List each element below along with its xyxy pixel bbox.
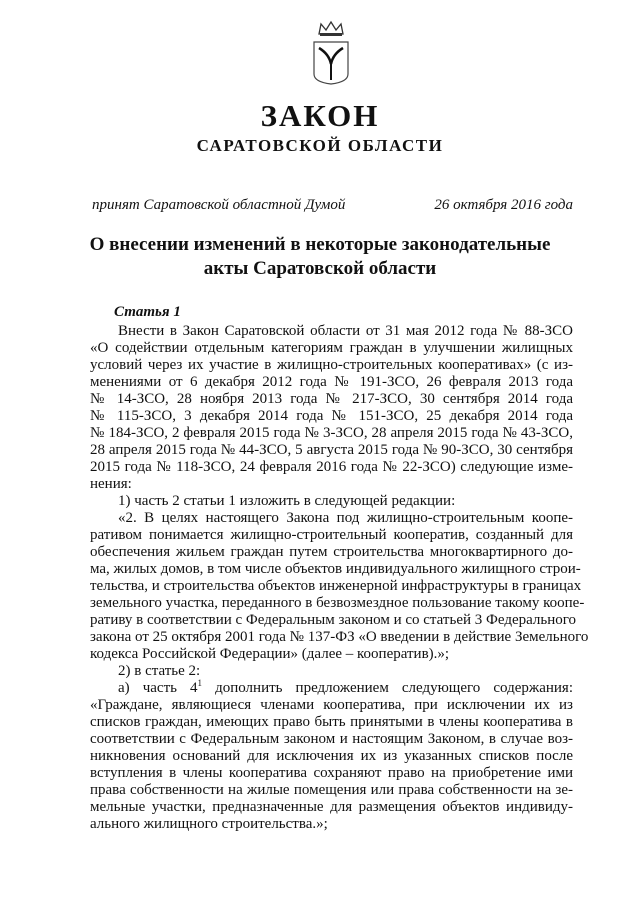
text-line: нения: [90, 476, 132, 492]
text-line: права собственности на жилые помещения или права собственности на зе- [90, 782, 573, 798]
text-line: кодекса Российской Федерации» (далее – кооператив).»; [90, 646, 450, 662]
article-label: Статья 1 [114, 304, 181, 320]
text-line: менениями от 6 декабря 2012 года № 191-ЗСО, 26 февраля 2013 года [90, 374, 573, 390]
text-line: ративом понимается жилищно-строительный кооператив, созданный для [90, 527, 573, 543]
adoption-date: 26 октября 2016 года [434, 197, 573, 213]
superscript: 1 [197, 678, 203, 688]
text-line: мельные участки, предназначенные для размещения объектов индивиду- [90, 799, 573, 815]
law-region: САРАТОВСКОЙ ОБЛАСТИ [196, 136, 444, 155]
text-line: условий через их участие в жилищно-строительных кооперативах» (с из- [90, 357, 573, 373]
text-line: ального жилищного строительства.»; [90, 816, 328, 832]
adopted-by: принят Саратовской областной Думой [92, 197, 346, 213]
text-line: 2015 года № 118-ЗСО, 24 февраля 2016 года № 22-ЗСО) следующие изме- [90, 459, 573, 475]
text-line: Внести в Закон Саратовской области от 31 мая 2012 года № 88-ЗСО [118, 323, 573, 339]
article-body [90, 323, 589, 833]
text-line: «О содействии отдельным категориям граждан в улучшении жилищных [90, 340, 573, 356]
coat-of-arms-icon [311, 20, 351, 86]
text-line: списков граждан, имеющих право быть принятыми в члены кооператива в [90, 714, 573, 730]
item-a-rest: дополнить предложением следующего содержания: [215, 680, 574, 696]
text-line: ма, жилых домов, в том числе объектов индивидуального жилищного строи- [90, 561, 581, 577]
text-line: 28 апреля 2015 года № 44-ЗСО, 5 августа 2015 года № 90-ЗСО, 30 сентября [90, 442, 573, 458]
law-heading [0, 233, 640, 281]
heading-line: О внесении изменений в некоторые законодательные [89, 234, 551, 255]
text-line: 2) в статье 2: [118, 663, 201, 679]
text-line: № 14-ЗСО, 28 ноября 2013 года № 217-ЗСО, 30 сентября 2014 года [90, 391, 573, 407]
text-line: ративу в соответствии с Федеральным законом и со статьей 3 Федерального [90, 612, 577, 628]
text-line: № 184-ЗСО, 2 февраля 2015 года № 3-ЗСО, 28 апреля 2015 года № 43-ЗСО, [90, 425, 573, 441]
text-line: 1) часть 2 статьи 1 изложить в следующей редакции: [118, 493, 456, 509]
text-line-item-a [90, 680, 573, 697]
text-line: земельного участка, переданного в безвозмездное пользование такому коопе- [90, 595, 585, 611]
text-line: № 115-ЗСО, 3 декабря 2014 года № 151-ЗСО, 25 декабря 2014 года [90, 408, 573, 424]
text-line: никновения оснований для исключения их из указанных списков после [90, 748, 573, 764]
text-line: тельства, и строительства объектов инженерной инфраструктуры в границах [90, 578, 582, 594]
text-line: закона от 25 октября 2001 года № 137-ФЗ «О введении в действие Земельного [90, 629, 589, 645]
item-a-prefix: а) часть 4 [118, 680, 198, 696]
law-title: ЗАКОН [260, 98, 380, 133]
text-line: соответствии с Федеральным законом и настоящим Законом, в случае воз- [90, 731, 573, 747]
text-line: «Граждане, являющиеся членами кооператива, при исключении их из [90, 697, 573, 713]
text-line: обеспечения жильем граждан путем строительства многоквартирного до- [90, 544, 573, 560]
text-line: «2. В целях настоящего Закона под жилищно-строительным коопе- [118, 510, 573, 526]
text-line: вступления в члены кооператива сохраняют право на приобретение ими [90, 765, 573, 781]
heading-line: акты Саратовской области [203, 258, 437, 279]
